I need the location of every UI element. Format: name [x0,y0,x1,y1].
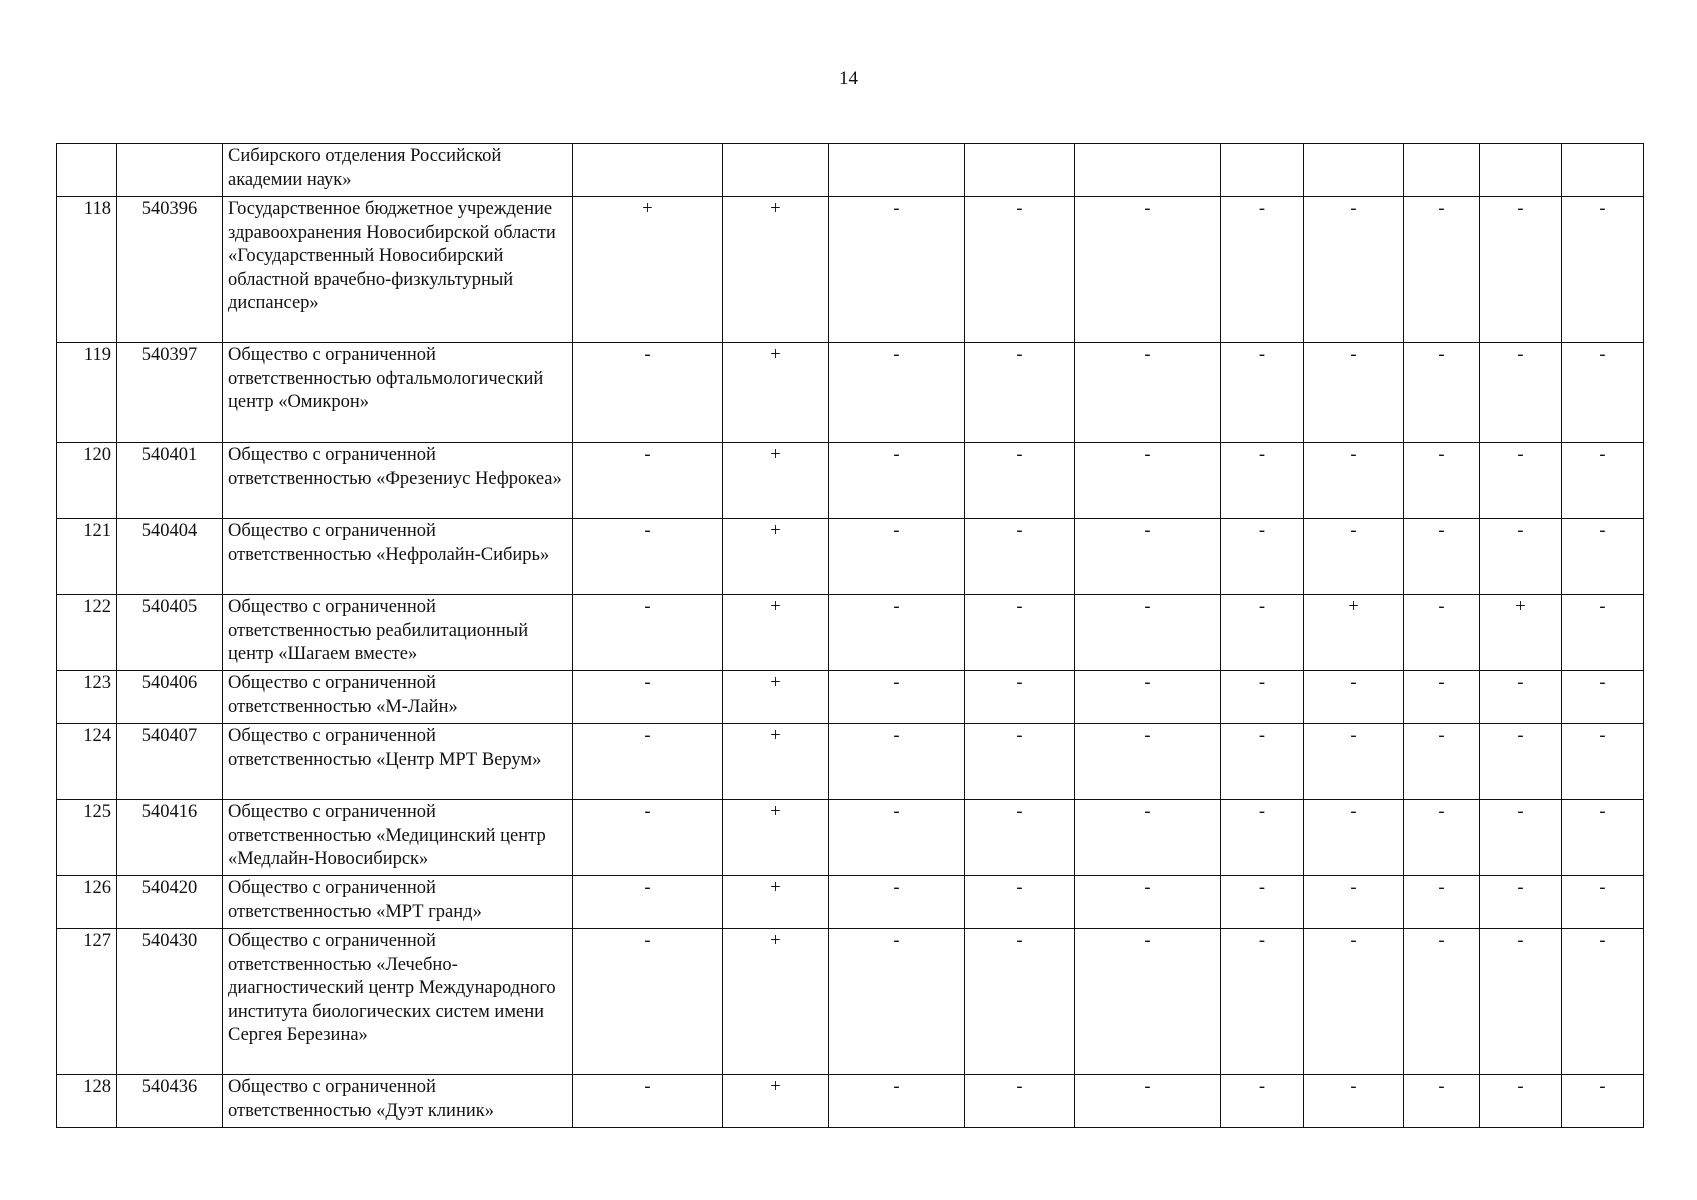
mark-cell [1562,144,1644,197]
table-row [57,876,1644,929]
mark-cell: - [573,343,723,443]
row-number-cell: 125 [57,800,117,876]
mark-cell: - [965,724,1075,800]
mark-cell: - [1404,343,1480,443]
mark-cell: - [573,595,723,671]
mark-cell: - [829,197,965,343]
mark-cell: - [829,519,965,595]
mark-cell: - [1562,519,1644,595]
row-number-cell: 123 [57,671,117,724]
table-row [57,724,1644,800]
mark-cell: - [1075,800,1221,876]
mark-cell: - [1404,929,1480,1075]
mark-cell: - [965,876,1075,929]
mark-cell: - [965,1075,1075,1128]
mark-cell: - [829,343,965,443]
mark-cell: - [829,671,965,724]
mark-cell: - [1404,443,1480,519]
table-row-continuation [57,144,1644,197]
mark-cell: - [1304,800,1404,876]
mark-cell: - [1304,519,1404,595]
mark-cell: - [573,800,723,876]
mark-cell [1075,144,1221,197]
mark-cell: - [1304,929,1404,1075]
mark-cell: - [573,929,723,1075]
mark-cell: - [1075,876,1221,929]
mark-cell: - [1562,197,1644,343]
mark-cell: - [965,197,1075,343]
mark-cell: + [1480,595,1562,671]
table-row [57,519,1644,595]
mark-cell: - [1304,197,1404,343]
organization-name-cell: Общество с ограниченной ответственностью офтальмологический центр «Омикрон» [223,343,573,443]
mark-cell: + [723,343,829,443]
mark-cell: + [723,1075,829,1128]
mark-cell: - [1304,671,1404,724]
mark-cell: - [1075,595,1221,671]
organization-name-cell: Сибирского отделения Российской академии наук» [223,144,573,197]
table-row [57,671,1644,724]
mark-cell: - [1221,671,1304,724]
mark-cell: - [1221,724,1304,800]
mark-cell: - [829,800,965,876]
table-row [57,443,1644,519]
mark-cell: - [1562,800,1644,876]
mark-cell: - [1404,800,1480,876]
table-row [57,1075,1644,1128]
mark-cell: - [965,519,1075,595]
row-number-cell: 122 [57,595,117,671]
mark-cell: + [723,876,829,929]
mark-cell [1304,144,1404,197]
mark-cell [1404,144,1480,197]
mark-cell: - [1075,929,1221,1075]
mark-cell: - [1221,343,1304,443]
mark-cell: - [1221,519,1304,595]
organization-name-cell: Общество с ограниченной ответственностью «Лечебно-диагностический центр Международного института биологических систем имени Сергея Березина» [223,929,573,1075]
mark-cell: + [723,929,829,1075]
table-row [57,197,1644,343]
mark-cell: - [1221,800,1304,876]
mark-cell [723,144,829,197]
mark-cell: - [829,724,965,800]
mark-cell: - [1304,343,1404,443]
mark-cell [1221,144,1304,197]
mark-cell: - [1562,443,1644,519]
row-code-cell: 540397 [117,343,223,443]
mark-cell: - [1221,929,1304,1075]
organization-name-cell: Общество с ограниченной ответственностью «Дуэт клиник» [223,1075,573,1128]
mark-cell: - [1404,671,1480,724]
organization-name-cell: Общество с ограниченной ответственностью «МРТ гранд» [223,876,573,929]
mark-cell: + [723,800,829,876]
organization-name-cell: Общество с ограниченной ответственностью «М-Лайн» [223,671,573,724]
row-code-cell: 540404 [117,519,223,595]
row-number-cell: 119 [57,343,117,443]
mark-cell: - [1075,443,1221,519]
row-code-cell [117,144,223,197]
page-number: 14 [839,68,858,89]
mark-cell: - [573,671,723,724]
mark-cell: - [829,443,965,519]
mark-cell: - [1404,724,1480,800]
mark-cell: - [1304,1075,1404,1128]
mark-cell: - [1404,1075,1480,1128]
mark-cell: - [1562,595,1644,671]
mark-cell: - [1480,929,1562,1075]
table-row [57,595,1644,671]
mark-cell: - [1304,443,1404,519]
mark-cell: - [965,443,1075,519]
row-code-cell: 540420 [117,876,223,929]
mark-cell: + [1304,595,1404,671]
mark-cell: - [1480,671,1562,724]
mark-cell: - [1075,343,1221,443]
mark-cell: - [573,443,723,519]
mark-cell: - [829,876,965,929]
mark-cell: + [723,724,829,800]
mark-cell: - [1075,724,1221,800]
mark-cell: - [1404,876,1480,929]
mark-cell: - [1221,876,1304,929]
mark-cell: - [829,1075,965,1128]
mark-cell: - [1562,724,1644,800]
mark-cell [829,144,965,197]
organization-name-cell: Общество с ограниченной ответственностью «Медицинский центр «Медлайн-Новосибирск» [223,800,573,876]
row-number-cell: 127 [57,929,117,1075]
mark-cell: - [1480,443,1562,519]
table-row [57,929,1644,1075]
mark-cell: - [829,595,965,671]
mark-cell: - [1221,1075,1304,1128]
row-code-cell: 540406 [117,671,223,724]
mark-cell: - [1562,929,1644,1075]
mark-cell: - [1221,595,1304,671]
mark-cell: - [829,929,965,1075]
organization-name-cell: Общество с ограниченной ответственностью «Нефролайн-Сибирь» [223,519,573,595]
mark-cell: + [723,443,829,519]
mark-cell: - [573,1075,723,1128]
mark-cell: - [1480,1075,1562,1128]
organization-name-cell: Общество с ограниченной ответственностью «Центр МРТ Верум» [223,724,573,800]
organization-name-cell: Общество с ограниченной ответственностью реабилитационный центр «Шагаем вместе» [223,595,573,671]
mark-cell: - [965,343,1075,443]
row-code-cell: 540396 [117,197,223,343]
mark-cell: - [1075,671,1221,724]
organization-name-cell: Общество с ограниченной ответственностью «Фрезениус Нефрокеа» [223,443,573,519]
mark-cell: - [1404,519,1480,595]
mark-cell [573,144,723,197]
row-number-cell [57,144,117,197]
mark-cell: - [1404,197,1480,343]
mark-cell: - [573,724,723,800]
mark-cell: + [723,197,829,343]
mark-cell: + [723,671,829,724]
mark-cell: - [1221,197,1304,343]
registry-table [56,143,1644,1128]
organization-name-cell: Государственное бюджетное учреждение здравоохранения Новосибирской области «Государственный Новосибирский областной врачебно-физкультурный диспансер» [223,197,573,343]
row-code-cell: 540430 [117,929,223,1075]
row-number-cell: 128 [57,1075,117,1128]
mark-cell: - [1075,1075,1221,1128]
row-code-cell: 540436 [117,1075,223,1128]
mark-cell: - [1404,595,1480,671]
mark-cell: - [1480,197,1562,343]
mark-cell: - [1075,519,1221,595]
table-row [57,800,1644,876]
row-code-cell: 540405 [117,595,223,671]
mark-cell: + [723,519,829,595]
row-number-cell: 121 [57,519,117,595]
mark-cell: + [573,197,723,343]
mark-cell: - [1075,197,1221,343]
mark-cell: - [573,519,723,595]
row-code-cell: 540407 [117,724,223,800]
mark-cell: - [965,929,1075,1075]
mark-cell: - [1562,1075,1644,1128]
mark-cell [1480,144,1562,197]
mark-cell: - [573,876,723,929]
mark-cell: - [1480,876,1562,929]
row-number-cell: 124 [57,724,117,800]
mark-cell: - [1304,876,1404,929]
row-number-cell: 118 [57,197,117,343]
mark-cell: + [723,595,829,671]
mark-cell: - [1480,343,1562,443]
mark-cell: - [965,671,1075,724]
mark-cell: - [1221,443,1304,519]
row-code-cell: 540401 [117,443,223,519]
mark-cell: - [1480,519,1562,595]
row-number-cell: 120 [57,443,117,519]
mark-cell: - [1562,671,1644,724]
mark-cell: - [1480,724,1562,800]
mark-cell [965,144,1075,197]
mark-cell: - [965,595,1075,671]
mark-cell: - [965,800,1075,876]
mark-cell: - [1480,800,1562,876]
mark-cell: - [1562,876,1644,929]
row-number-cell: 126 [57,876,117,929]
table-row [57,343,1644,443]
row-code-cell: 540416 [117,800,223,876]
mark-cell: - [1304,724,1404,800]
mark-cell: - [1562,343,1644,443]
